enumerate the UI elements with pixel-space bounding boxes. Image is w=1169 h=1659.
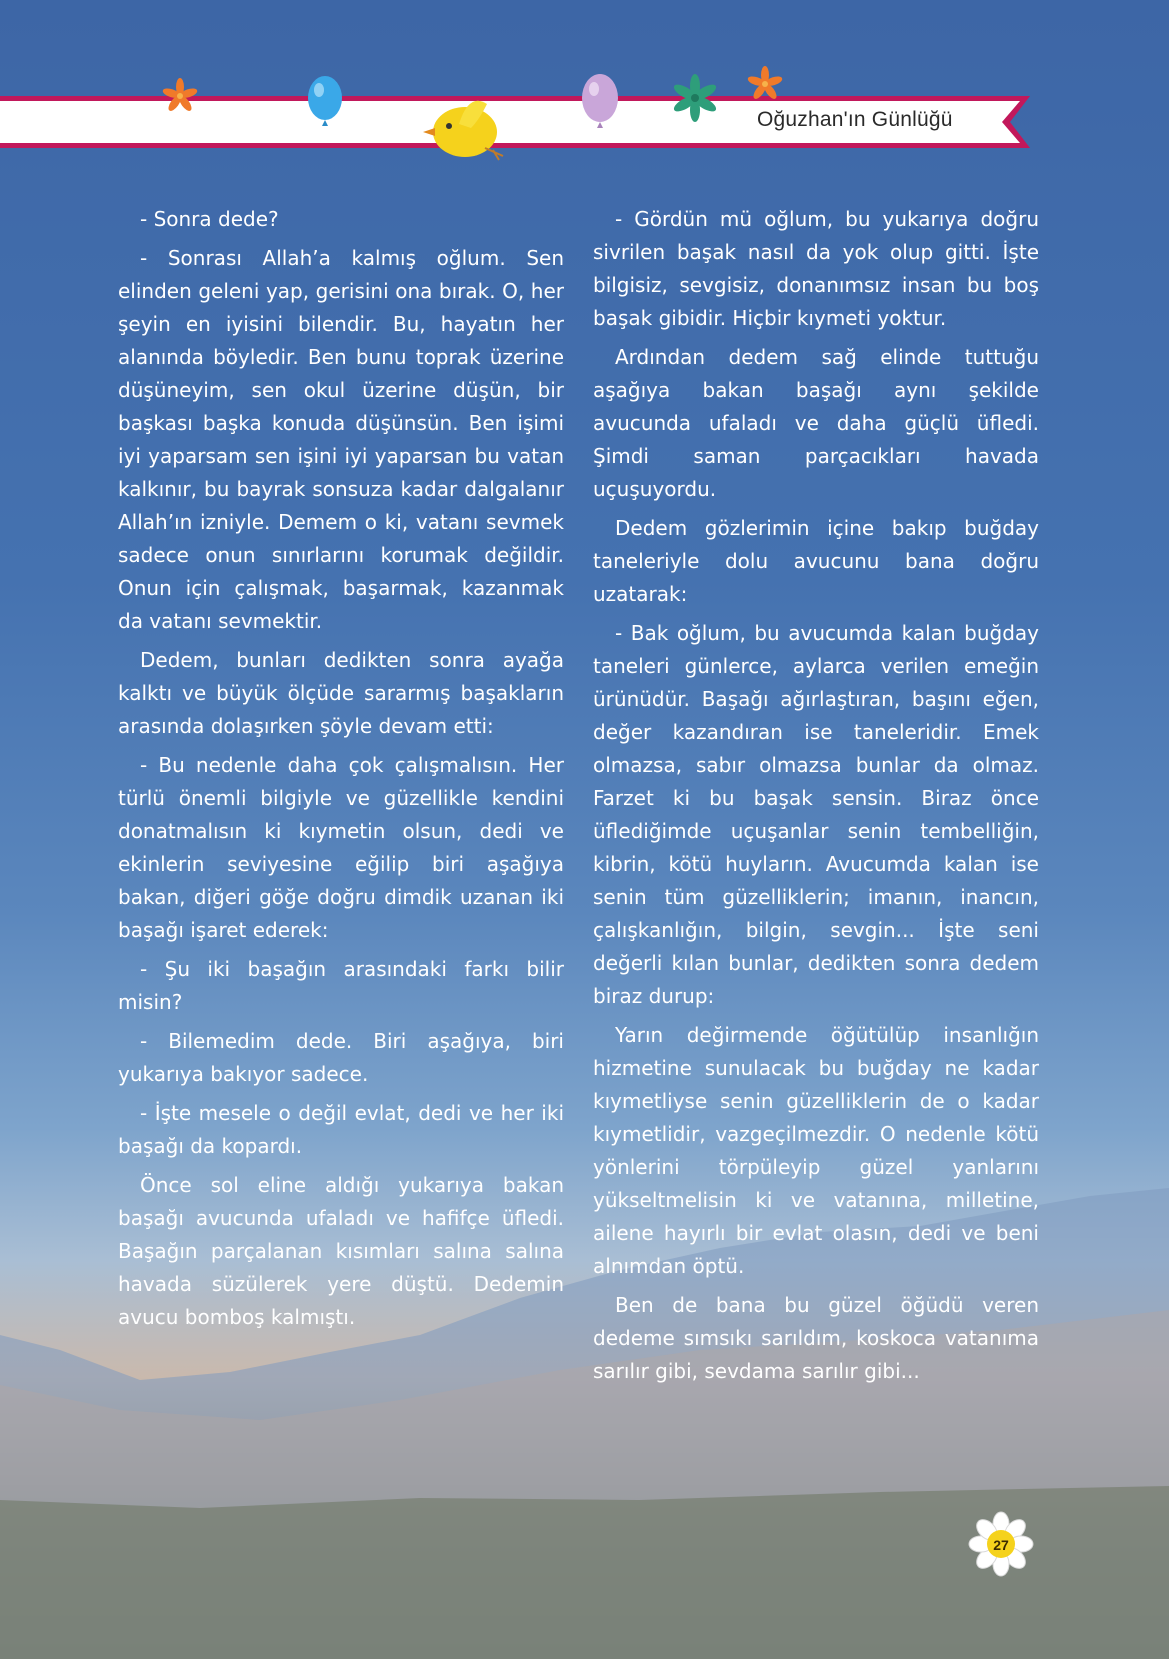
header-banner bbox=[0, 96, 1169, 148]
paragraph: - Bak oğlum, bu avucumda kalan buğday taneleri günlerce, aylarca verilen emeğin ürünüdür. Başağı ağırlaştıran, başını eğen, değer kazandıran ise taneleridir. Emek olmazsa, sabır olmazsa bunlar da olmaz. Farzet ki bu başak sensin. Biraz önce üflediğimde uçuşanlar senin tembelliğin, kibrin, kötü huyların. Avucumda kalan ise senin tüm güzelliklerin; imanın, inancın, çalışkanlığın, bilgin, sevgin... İşte seni değerli kılan bunlar, dedikten sonra dedem biraz durup: bbox=[593, 621, 1039, 1008]
paragraph: Dedem gözlerimin içine bakıp buğday taneleriyle dolu avucunu bana doğru uzatarak: bbox=[593, 516, 1039, 606]
paragraph: Ardından dedem sağ elinde tuttuğu aşağıya bakan başağı aynı şekilde avucunda ufaladı ve daha güçlü üfledi. Şimdi saman parçacıkları havada uçuşuyordu. bbox=[593, 345, 1039, 501]
page-header-title: Oğuzhan'ın Günlüğü bbox=[757, 108, 953, 131]
paragraph: Ben de bana bu güzel öğüdü veren dedeme sımsıkı sarıldım, koskoca vatanıma sarılır gibi, sevdama sarılır gibi... bbox=[593, 1293, 1039, 1383]
left-text-column bbox=[118, 203, 564, 1340]
right-text-column bbox=[593, 203, 1039, 1394]
paragraph: Yarın değirmende öğütülüp insanlığın hizmetine sunulacak bu buğday ne kadar kıymetliyse senin güzelliklerin de o kadar kıymetlidir, vazgeçilmezdir. O nedenle kötü yönlerini törpüleyip güzel yanlarını yükseltmelisin ki ve vatanına, milletine, ailene hayırlı bir evlat olasın, dedi ve beni alnımdan öptü. bbox=[593, 1023, 1039, 1278]
page-number: 27 bbox=[993, 1537, 1009, 1553]
paragraph: - Bilemedim dede. Biri aşağıya, biri yukarıya bakıyor sadece. bbox=[118, 1029, 564, 1086]
paragraph: Dedem, bunları dedikten sonra ayağa kalktı ve büyük ölçüde sararmış başakların arasında dolaşırken şöyle devam etti: bbox=[118, 648, 564, 738]
paragraph: - İşte mesele o değil evlat, dedi ve her iki başağı da kopardı. bbox=[118, 1101, 564, 1158]
paragraph: - Şu iki başağın arasındaki farkı bilir misin? bbox=[118, 957, 564, 1014]
paragraph: Önce sol eline aldığı yukarıya bakan başağı avucunda ufaladı ve hafifçe üfledi. Başağın parçalanan kısımları salına salına havada süzülerek yere düştü. Dedemin avucu bomboş kalmıştı. bbox=[118, 1173, 564, 1329]
paragraph: - Gördün mü oğlum, bu yukarıya doğru sivrilen başak nasıl da yok olup gitti. İşte bilgisiz, sevgisiz, donanımsız insan bu boş başak gibidir. Hiçbir kıymeti yoktur. bbox=[593, 207, 1039, 330]
paragraph: - Sonra dede? bbox=[140, 207, 279, 231]
paragraph: - Sonrası Allah’a kalmış oğlum. Sen elinden geleni yap, gerisini ona bırak. O, her şeyin en iyisini bilendir. Bu, hayatın her alanında böyledir. Ben bunu toprak üzerine düşüneyim, sen okul üzerine düşün, bir başkası başka konuda düşünsün. Ben işimi iyi yaparsam sen işini iyi yaparsan bu vatan kalkınır, bu bayrak sonsuza kadar dalgalanır Allah’ın izniyle. Demem o ki, vatanı sevmek sadece onun sınırlarını korumak değildir. Onun için çalışmak, başarmak, kazanmak da vatanı sevmektir. bbox=[118, 246, 564, 633]
paragraph: - Bu nedenle daha çok çalışmalısın. Her türlü önemli bilgiyle ve güzellikle kendini donatmalısın ki kıymetin olsun, dedi ve ekinlerin seviyesine eğilip biri aşağıya bakan, diğeri göğe doğru dimdik uzanan iki başağı işaret ederek: bbox=[118, 753, 564, 942]
